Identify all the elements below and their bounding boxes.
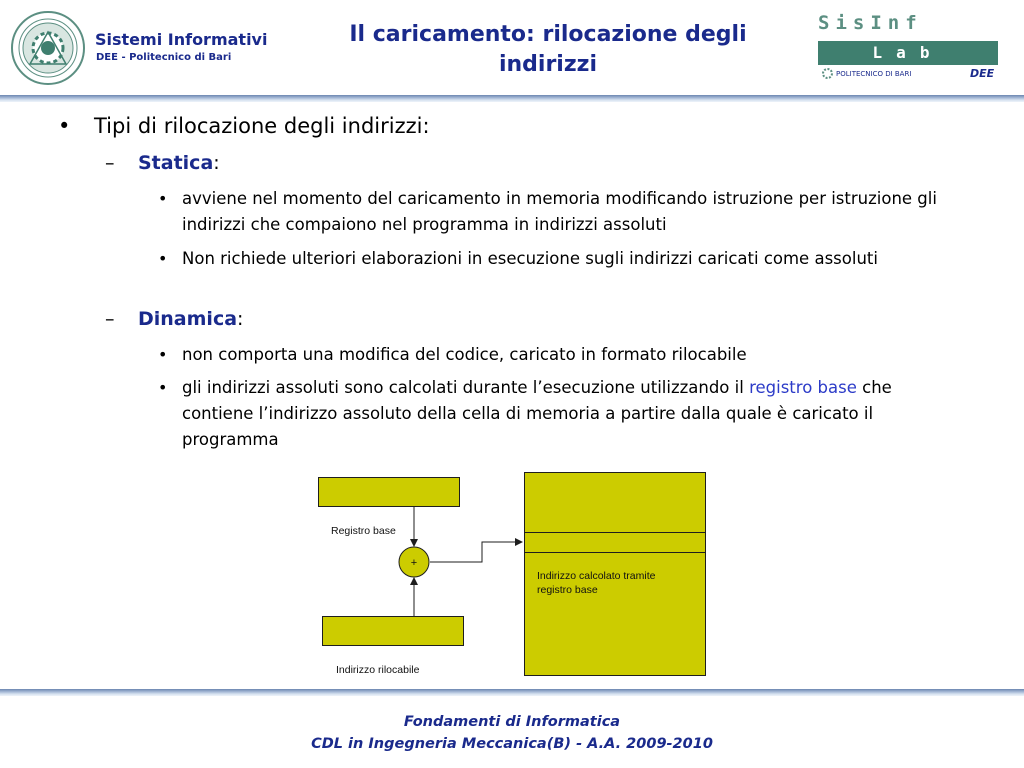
list-item-bullet: • [158,189,168,208]
dinamica-item-1: non comporta una modifica del codice, caricato in formato rilocabile [182,345,747,364]
memory-label: Indirizzo calcolato tramite registro base [537,570,656,596]
dinamica-item-2 [182,375,944,453]
memory-divider-top [524,532,706,533]
registro-base-label: Registro base [331,525,396,537]
statica-dash: – [105,152,115,174]
adder-symbol: + [410,557,418,569]
slide-title: Il caricamento: rilocazione degli indirizzi [349,22,747,77]
sisinf-logo-text: SisInf [818,12,923,34]
header-divider [0,95,1024,102]
footer-cdl: CDL in Ingegneria Meccanica(B) - A.A. 2009-2010 [311,736,713,752]
arrow-adder-to-memory [430,542,522,562]
poli-gear-icon [822,68,833,79]
sisinf-poli-text: POLITECNICO DI BARI [836,70,912,78]
brand-title: Sistemi Informativi [95,30,268,49]
politecnico-seal-logo [10,10,86,86]
statica-item-1: avviene nel momento del caricamento in memoria modificando istruzione per istruzione gli indirizzi che compaiono nel programma in indirizzi assoluti [182,189,937,234]
statica-heading-label: Statica [138,152,214,174]
main-bullet-dot: • [58,114,71,138]
diagram-connectors [300,470,540,680]
registro-base-highlight: registro base [749,378,857,397]
list-item-bullet: • [158,378,168,397]
statica-heading-colon: : [213,152,220,174]
dinamica-heading [138,308,243,330]
sisinf-logo-lab-text: Lab [872,43,944,62]
brand-subtitle: DEE - Politecnico di Bari [96,52,232,63]
statica-item-2: Non richiede ulteriori elaborazioni in esecuzione sugli indirizzi caricati come assoluti [182,249,878,268]
list-item-bullet: • [158,249,168,268]
dinamica-item-2-after: che contiene l’indirizzo assoluto della cella di memoria a partire dalla quale è caricato il programma [182,378,892,449]
main-bullet-text: Tipi di rilocazione degli indirizzi: [94,114,430,138]
list-item-bullet: • [158,345,168,364]
footer-divider [0,689,1024,696]
dinamica-heading-colon: : [237,308,244,330]
statica-heading [138,152,220,174]
indirizzo-rilocabile-label: Indirizzo rilocabile [336,664,420,676]
memory-divider-bottom [524,552,706,553]
sisinf-lab-logo [818,12,998,84]
dinamica-item-2-before: gli indirizzi assoluti sono calcolati durante l’esecuzione utilizzando il [182,378,744,397]
dinamica-heading-label: Dinamica [138,308,238,330]
sisinf-dee-text: DEE [970,67,995,80]
dinamica-dash: – [105,308,115,330]
footer-course: Fondamenti di Informatica [403,714,621,730]
